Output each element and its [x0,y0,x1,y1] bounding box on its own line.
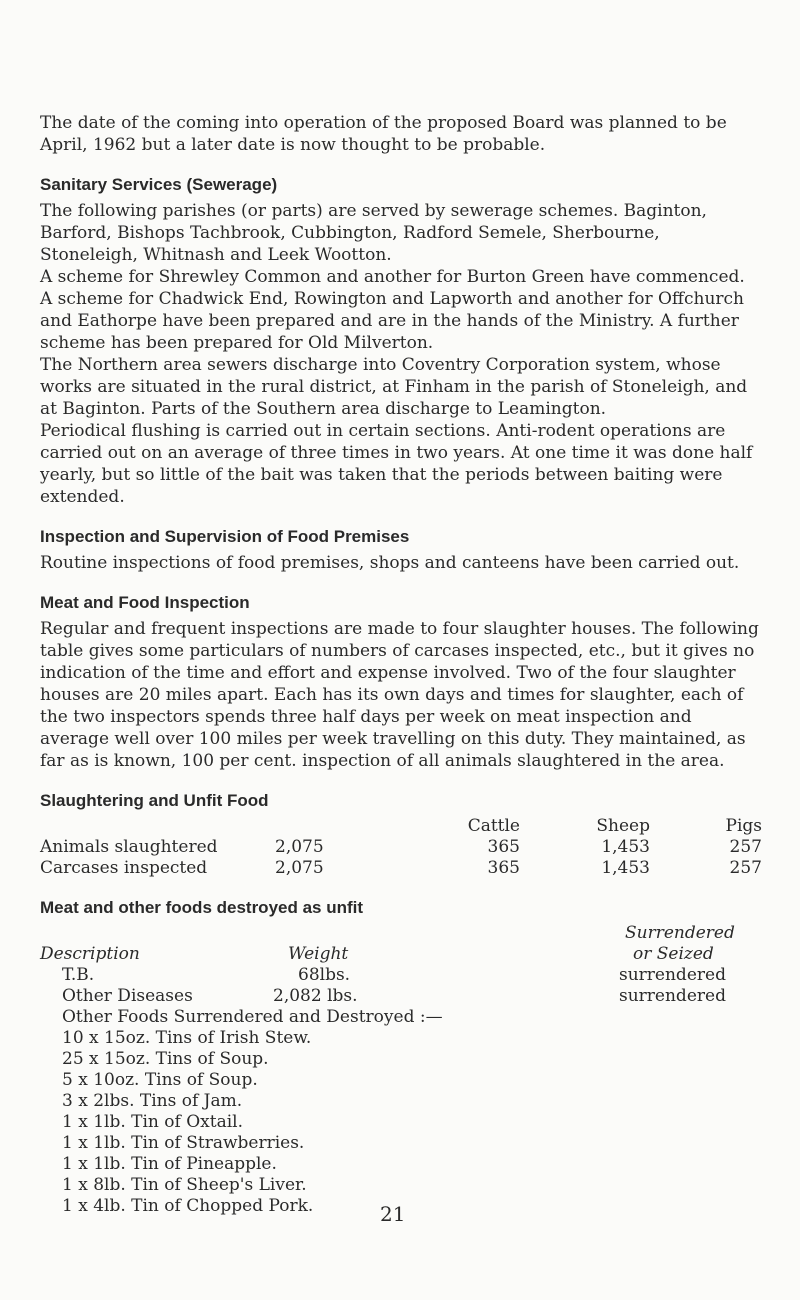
heading-sanitary: Sanitary Services (Sewerage) [40,175,278,194]
cell-total: 2,075 [275,858,324,878]
destroyed-row-status: surrendered [619,986,726,1006]
sanitary-paragraph-4: Periodical flushing is carried out in certain sections. Anti-rodent operations are carried out on an average of three times in two years. At one time it was done half yearly, but so little of the bait was taken that the periods between baiting were extended. [40,421,753,507]
slaughter-table [40,816,762,879]
column-header-pigs: Pigs [725,816,762,836]
destroyed-row-description: Other Diseases [62,986,193,1006]
cell-sheep: 1,453 [601,837,650,857]
cell-total: 2,075 [275,837,324,857]
destroyed-row-description: T.B. [62,965,95,985]
column-header-description: Description [40,944,140,964]
cell-cattle: 365 [487,837,520,857]
heading-meat-inspection: Meat and Food Inspection [40,593,250,612]
destroyed-row-weight: 2,082 lbs. [273,986,358,1006]
sanitary-paragraph-2: A scheme for Shrewley Common and another for Burton Green have commenced. A scheme for Chadwick End, Rowington and Lapworth and another for Offchurch and Eathorpe have been prepared and are in the hands of the Ministry. A further scheme has been prepared for Old Milverton. [40,267,745,353]
list-item: 10 x 15oz. Tins of Irish Stew. [62,1028,312,1048]
heading-slaughtering: Slaughtering and Unfit Food [40,791,269,810]
document-page [40,0,762,1217]
meat-paragraph: Regular and frequent inspections are made to four slaughter houses. The following table gives some particulars of numbers of carcases inspected, etc., but it gives no indication of the time and effort and expense involved. Two of the four slaughter houses are 20 miles apart. Each has its own days and times for slaughter, each of the two inspectors spends three half days per week on meat inspection and average well over 100 miles per week travelling on this duty. They maintained, as far as is known, 100 per cent. inspection of all animals slaughtered in the area. [40,619,759,771]
heading-destroyed: Meat and other foods destroyed as unfit [40,898,364,917]
list-item: 25 x 15oz. Tins of Soup. [62,1049,269,1069]
cell-pigs: 257 [729,837,762,857]
intro-paragraph: The date of the coming into operation of the proposed Board was planned to be April, 1962 but a later date is now thought to be probable. [40,113,727,155]
other-foods-list [62,1007,762,1217]
list-item: 1 x 1lb. Tin of Pineapple. [62,1154,277,1174]
other-foods-heading: Other Foods Surrendered and Destroyed :— [62,1007,443,1027]
list-item: 5 x 10oz. Tins of Soup. [62,1070,258,1090]
destroyed-row-status: surrendered [619,965,726,985]
row-label: Carcases inspected [40,858,208,878]
sanitary-paragraph-3: The Northern area sewers discharge into Coventry Corporation system, whose works are situated in the rural district, at Finham in the parish of Stoneleigh, and at Baginton. Parts of the Southern area discharge to Leamington. [40,355,748,419]
cell-sheep: 1,453 [601,858,650,878]
page-number: 21 [380,1202,406,1226]
list-item: 1 x 8lb. Tin of Sheep's Liver. [62,1175,307,1195]
sanitary-paragraph-1: The following parishes (or parts) are served by sewerage schemes. Baginton, Barford, Bishops Tachbrook, Cubbington, Radford Semele, Sherbourne, Stoneleigh, Whitnash and Leek Wootton. [40,201,707,265]
column-header-status-2: or Seized [633,944,714,964]
inspection-paragraph: Routine inspections of food premises, shops and canteens have been carried out. [40,553,740,573]
list-item: 3 x 2lbs. Tins of Jam. [62,1091,243,1111]
cell-cattle: 365 [487,858,520,878]
heading-inspection: Inspection and Supervision of Food Premises [40,527,410,546]
column-header-weight: Weight [288,944,349,964]
destroyed-table [40,923,762,1007]
list-item: 1 x 4lb. Tin of Chopped Pork. [62,1196,314,1216]
column-header-sheep: Sheep [596,816,650,836]
column-header-cattle: Cattle [467,816,520,836]
row-label: Animals slaughtered [40,837,218,857]
column-header-status-1: Surrendered [625,923,735,943]
list-item: 1 x 1lb. Tin of Strawberries. [62,1133,305,1153]
destroyed-row-weight: 68lbs. [298,965,351,985]
list-item: 1 x 1lb. Tin of Oxtail. [62,1112,243,1132]
cell-pigs: 257 [729,858,762,878]
